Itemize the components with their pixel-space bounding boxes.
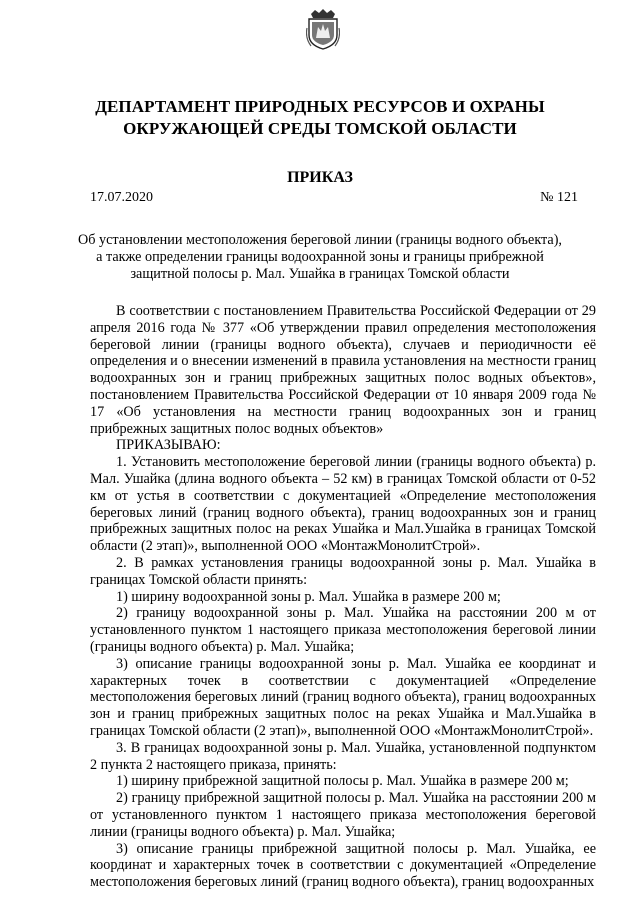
order-date: 17.07.2020 [90, 190, 153, 205]
item-3-sub-3: 3) описание границы прибрежной защитной полосы р. Мал. Ушайка, ее координат и характерных точек в соответствии с документацией «Определение местоположения береговых линий (границ водного объекта), границ водоохранных [90, 840, 596, 891]
order-subject [60, 232, 580, 283]
item-3-paragraph: 3. В границах водоохранной зоны р. Мал. Ушайка, установленной подпунктом 2 пункта 2 настоящего приказа, принять: [90, 739, 596, 773]
command-word: ПРИКАЗЫВАЮ: [116, 437, 221, 454]
subject-line-3: защитной полосы р. Мал. Ушайка в границах Томской области [130, 266, 510, 282]
coat-of-arms-icon [306, 8, 340, 50]
item-2-sub-2: 2) границу водоохранной зоны р. Мал. Ушайка на расстоянии 200 м от установленного пунктом 1 настоящего приказа местоположения береговой линии (границы водного объекта) р. Мал. Ушайка; [90, 605, 596, 655]
order-number: № 121 [540, 190, 578, 205]
department-name-line2: ОКРУЖАЮЩЕЙ СРЕДЫ ТОМСКОЙ ОБЛАСТИ [123, 119, 517, 138]
order-body [90, 303, 596, 891]
subject-line-1: Об установлении местоположения береговой линии (границы водного объекта), [78, 232, 562, 248]
preamble-paragraph: В соответствии с постановлением Правительства Российской Федерации от 29 апреля 2016 года № 377 «Об утверждении правил определения местоположения береговой линии (границы водного объекта), случаев и периодичности её определения и о внесении изменений в правила установления на местности границ водоохранных зон и границ прибрежных защитных полос водных объектов», постановлением Правительства Российской Федерации от 10 января 2009 года № 17 «Об установления на местности границ водоохранных зон и границ прибрежных защитных полос водных объектов» [90, 303, 596, 437]
item-3-sub-1: 1) ширину прибрежной защитной полосы р. Мал. Ушайка в размере 200 м; [116, 773, 569, 790]
order-title: ПРИКАЗ [287, 169, 353, 186]
subject-line-2: а также определении границы водоохранной зоны и границы прибрежной [96, 249, 544, 265]
item-1-paragraph: 1. Установить местоположение береговой линии (границы водного объекта) р. Мал. Ушайка (длина водного объекта – 52 км) в границах Томской области от 0-52 км от устья в соответствии с документацией «Определение местоположения береговых линий (границ водного объекта), границ водоохранных зон и границ прибрежных защитных полос на реках Ушайка и Мал.Ушайка в границах Томской области (2 этап)», выполненной ООО «МонтажМонолитСтрой». [90, 454, 596, 555]
item-3-sub-2: 2) границу прибрежной защитной полосы р. Мал. Ушайка на расстоянии 200 м от установленного пунктом 1 настоящего приказа местоположения береговой линии (границы водного объекта) р. Мал. Ушайка; [90, 790, 596, 840]
item-2-sub-1: 1) ширину водоохранной зоны р. Мал. Ушайка в размере 200 м; [116, 588, 501, 605]
item-2-paragraph: 2. В рамках установления границы водоохранной зоны р. Мал. Ушайка в границах Томской области принять: [90, 554, 596, 588]
item-2-sub-3: 3) описание границы водоохранной зоны р. Мал. Ушайка ее координат и характерных точек в соответствии с документацией «Определение местоположения береговых линий (границ водного объекта), границ водоохранных зон и границ прибрежных защитных полос на реках Ушайка и Мал.Ушайка в границах Томской области (2 этап)», выполненной ООО «МонтажМонолитСтрой». [90, 655, 596, 739]
department-name-line1: ДЕПАРТАМЕНТ ПРИРОДНЫХ РЕСУРСОВ И ОХРАНЫ [95, 97, 545, 116]
